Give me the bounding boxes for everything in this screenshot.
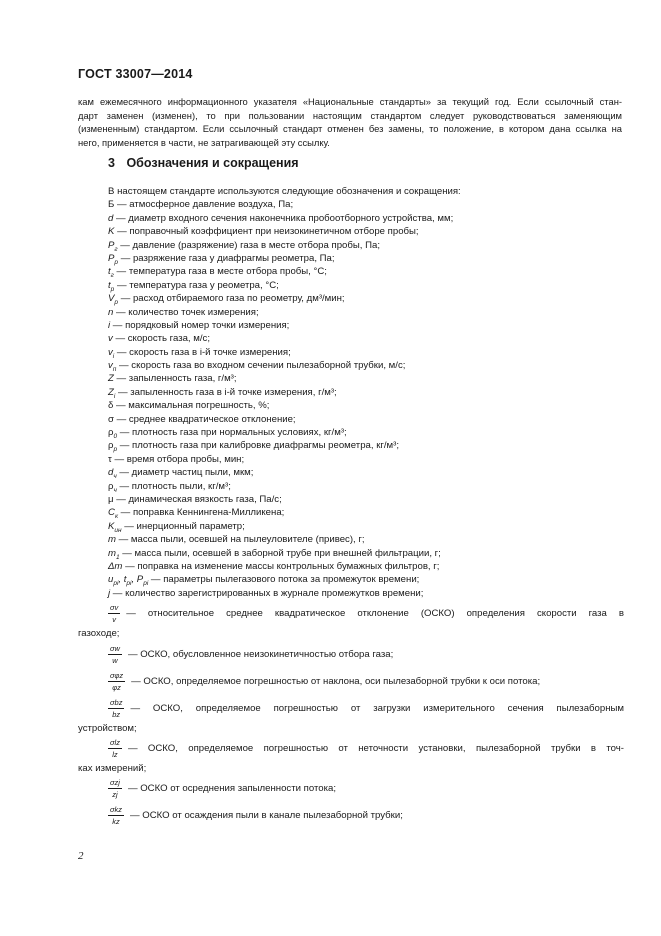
definition-line [78, 453, 624, 466]
definition-line [78, 439, 624, 452]
definition-line [78, 279, 624, 292]
continuation-line: устройством; [78, 722, 137, 734]
fraction-definition [78, 695, 624, 722]
definition-symbol: Δm [108, 560, 123, 572]
fraction-text: — ОСКО, определяемое погрешностью от наклона, оси пылезаборной трубки к оси потока; [131, 675, 541, 687]
definition-line [78, 520, 624, 533]
definition-line [78, 426, 624, 439]
definition-text: — плотность пыли, кг/м³; [116, 480, 231, 492]
definition-subscript: i [113, 392, 116, 400]
definition-symbol: ρ [108, 480, 114, 492]
fraction-text: — ОСКО, обусловленное неизокинетичностью отбора газа; [127, 648, 394, 660]
fraction-definition [78, 775, 624, 802]
definition-text: — температура газа у реометра, °С; [114, 279, 279, 291]
definition-symbol: , t [118, 574, 127, 586]
fraction-definition [78, 600, 624, 627]
definition-subscript: г [110, 272, 114, 280]
definition-symbol: C [108, 507, 115, 519]
definition-line [78, 265, 624, 278]
fraction-denominator: v [112, 615, 117, 625]
definition-line [78, 332, 624, 345]
symbol-definitions [78, 198, 624, 600]
fraction-definition [78, 668, 624, 695]
definition-symbol: V [108, 293, 115, 305]
definition-subscript: г [114, 245, 118, 253]
fraction-definition [78, 802, 624, 829]
fraction-symbol [108, 698, 124, 719]
fraction-numerator: σkz [110, 805, 123, 815]
fraction-symbol [108, 805, 124, 826]
intro-line: (измененным) стандартом. Если ссылочный стандарт отменен без замены, то положение, в котором дана ссылка на [78, 123, 622, 135]
definition-text: — атмосферное давление воздуха, Па; [114, 199, 294, 211]
definition-line [78, 225, 624, 238]
definition-symbol: d [108, 467, 114, 479]
fraction-denominator: lz [112, 749, 118, 759]
definition-line [78, 587, 624, 600]
fraction-denominator: w [112, 655, 118, 665]
definition-text: — инерционный параметр; [121, 520, 245, 532]
fraction-numerator: σzj [110, 778, 120, 788]
definition-line [78, 413, 624, 426]
definition-symbol: n [108, 306, 114, 318]
definition-text: — скорость газа, м/с; [112, 333, 210, 345]
definition-symbol: ρ [108, 427, 114, 439]
lead-text: В настоящем стандарте используются следующие обозначения и сокращения: [108, 186, 461, 197]
definition-line [78, 399, 624, 412]
definition-text: — расход отбираемого газа по реометру, дм³/мин; [118, 293, 345, 305]
section-number: 3 [108, 156, 115, 170]
definition-line [78, 466, 624, 479]
definition-text: — параметры пылегазового потока за промежуток времени; [148, 574, 420, 586]
page-number: 2 [78, 850, 84, 862]
definition-text: — масса пыли, осевшей на пылеуловителе (привес), г; [116, 534, 365, 546]
intro-line: него, применяется в части, не затрагивающей эту ссылку. [78, 136, 330, 148]
definition-subscript: р [114, 299, 119, 307]
definition-symbol: d [108, 212, 114, 224]
definition-symbol: Б [108, 199, 115, 211]
fraction-text: — ОСКО, определяемое погрешностью от загрузки измерительного сечения пылезаборным [130, 702, 624, 714]
definition-symbol: K [108, 226, 115, 238]
definition-symbol: P [108, 239, 115, 251]
fraction-numerator: σw [110, 643, 120, 653]
fraction-symbol [108, 671, 125, 692]
definition-text: — время отбора пробы, мин; [111, 453, 245, 465]
fraction-symbol [108, 738, 122, 759]
definition-text: — скорость газа в i-й точке измерения; [114, 346, 291, 358]
definition-text: — разряжение газа у диафрагмы реометра, Па; [118, 252, 335, 264]
definition-symbol: ρ [108, 440, 114, 452]
definition-subscript: pi [126, 580, 132, 588]
definition-text: — максимальная погрешность, %; [113, 400, 270, 412]
definition-text: — диаметр входного сечения наконечника пробоотборного устройства, мм; [113, 212, 454, 224]
fraction-denominator: zj [112, 790, 118, 800]
definition-subscript: i [112, 352, 115, 360]
fraction-numerator: σφz [110, 670, 124, 680]
definition-subscript: к [114, 513, 119, 521]
fraction-definition [78, 641, 624, 668]
intro-line: дарт заменен (изменен), то при пользовании настоящим стандартом следует руководствоваться заменяющим [78, 109, 622, 121]
definition-line [78, 212, 624, 225]
definition-text: — диаметр частиц пыли, мкм; [116, 467, 254, 479]
definition-symbol: v [108, 360, 113, 372]
fraction-symbol [108, 644, 122, 665]
definition-line [78, 252, 624, 265]
definition-symbol: μ [108, 493, 114, 505]
definition-text: — поправочный коэффициент при неизокинетичном отборе пробы; [114, 226, 419, 238]
document-header: ГОСТ 33007—2014 [78, 67, 193, 81]
continuation-line: газоходе; [78, 628, 120, 640]
fraction-denominator: φz [112, 682, 121, 692]
definition-line [78, 493, 624, 506]
fraction-numerator: σlz [110, 737, 120, 747]
definition-symbol: , P [131, 574, 144, 586]
fraction-denominator: bz [112, 709, 121, 719]
fraction-text: — относительное среднее квадратическое отклонение (ОСКО) определения скорости газа в [126, 608, 624, 620]
definition-text: — среднее квадратическое отклонение; [113, 413, 296, 425]
definition-line [78, 239, 624, 252]
definition-symbol: Z [108, 386, 114, 398]
definition-text: — количество зарегистрированных в журнале промежутков времени; [110, 587, 424, 599]
definition-line [78, 480, 624, 493]
definition-line [78, 386, 624, 399]
definition-symbol: t [108, 266, 111, 278]
definition-symbol: δ [108, 400, 114, 412]
definition-line [78, 547, 624, 560]
definition-symbol: τ [108, 453, 112, 465]
definition-text: — количество точек измерения; [113, 306, 259, 318]
definition-symbol: m [108, 534, 116, 546]
definition-subscript: 1 [116, 553, 120, 561]
definition-subscript: р [113, 446, 118, 454]
definition-subscript: 0 [113, 432, 118, 440]
definition-text: — температура газа в месте отбора пробы, °С; [113, 266, 327, 278]
fraction-denominator: kz [112, 817, 120, 827]
fraction-numerator: σv [110, 603, 119, 613]
definition-line [78, 359, 624, 372]
definitions-list [78, 185, 624, 829]
definition-text: — порядковый номер точки измерения; [110, 319, 290, 331]
fraction-definitions [78, 600, 624, 829]
definition-text: — плотность газа при калибровке диафрагмы реометра, кг/м³; [117, 440, 400, 452]
definition-symbol: σ [108, 413, 114, 425]
fraction-text: — ОСКО от осреднения запыленности потока; [127, 783, 336, 795]
definition-symbol: i [108, 319, 111, 331]
definition-symbol: v [108, 333, 113, 345]
definition-subscript: р [114, 258, 119, 266]
fraction-symbol [108, 778, 122, 799]
definition-subscript: п [112, 365, 117, 373]
definition-symbol: u [108, 574, 114, 586]
definition-text: — динамическая вязкость газа, Па/с; [113, 493, 282, 505]
definition-text: — масса пыли, осевшей в заборной трубе при внешней фильтрации, г; [119, 547, 441, 559]
definition-subscript: ин [114, 526, 122, 534]
section-title: Обозначения и сокращения [126, 156, 299, 170]
definition-subscript: pi [113, 580, 119, 588]
definition-symbol: v [108, 346, 113, 358]
definition-line [78, 306, 624, 319]
definition-line [78, 573, 624, 586]
definition-line [78, 319, 624, 332]
definition-line [78, 533, 624, 546]
definition-symbol: K [108, 520, 115, 532]
definition-line [78, 372, 624, 385]
definition-subscript: р [110, 285, 115, 293]
fraction-text: — ОСКО, определяемое погрешностью от неточности установки, пылезаборной трубки в точ- [127, 742, 624, 754]
definition-symbol: P [108, 252, 115, 264]
continuation-line: ках измерений; [78, 762, 147, 774]
definition-line [78, 346, 624, 359]
definition-symbol: t [108, 279, 111, 291]
definition-subscript: pi [143, 580, 149, 588]
fraction-definition [78, 735, 624, 762]
definition-text: — запыленность газа в i-й точке измерения, г/м³; [115, 386, 337, 398]
definition-line [78, 292, 624, 305]
definition-subscript: ч [113, 473, 117, 481]
definition-subscript: ч [113, 486, 117, 494]
definition-symbol: Z [108, 373, 114, 385]
intro-paragraph [78, 95, 622, 149]
definition-line [78, 506, 624, 519]
definition-text: — скорость газа во входном сечении пылезаборной трубки, м/с; [116, 360, 406, 372]
definition-text: — плотность газа при нормальных условиях, кг/м³; [117, 427, 347, 439]
fraction-symbol [108, 603, 120, 624]
fraction-text: — ОСКО от осаждения пыли в канале пылезаборной трубки; [130, 810, 403, 822]
fraction-numerator: σbz [110, 697, 123, 707]
definition-line [78, 198, 624, 211]
definition-symbol: m [108, 547, 116, 559]
section-heading [108, 156, 299, 170]
definition-text: — поправка Кеннингена-Милликена; [118, 507, 285, 519]
definition-line [78, 560, 624, 573]
intro-line: кам ежемесячного информационного указателя «Национальные стандарты» за текущий год. Если ссылочный стан- [78, 96, 622, 107]
definition-symbol: j [108, 587, 111, 599]
definition-text: — поправка на изменение массы контрольных бумажных фильтров, г; [122, 560, 440, 572]
definition-text: — запыленность газа, г/м³; [113, 373, 237, 385]
definition-text: — давление (разряжение) газа в месте отбора пробы, Па; [117, 239, 381, 251]
